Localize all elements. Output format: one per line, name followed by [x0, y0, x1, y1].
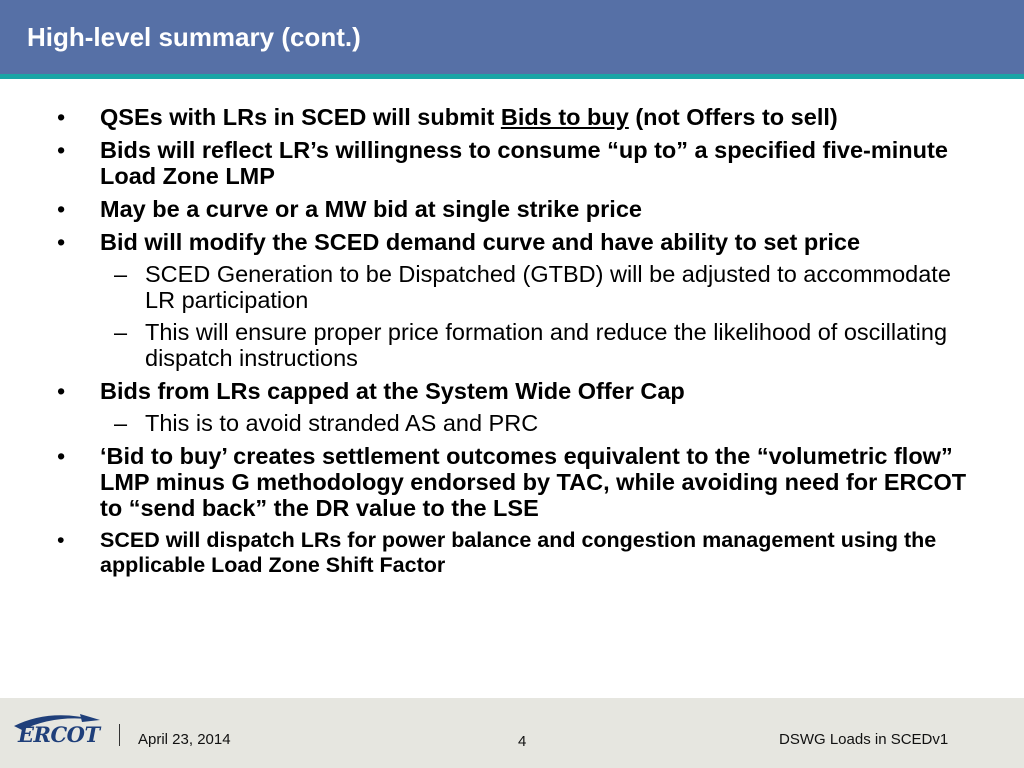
bullet-marker: • — [57, 137, 66, 163]
footer-date: April 23, 2014 — [138, 731, 231, 748]
bullet-item — [57, 443, 977, 521]
sub-bullet-marker: – — [114, 319, 128, 345]
bullet-item — [57, 229, 977, 255]
sub-bullet-marker: – — [114, 410, 128, 436]
sub-bullet-text: This will ensure proper price formation and reduce the likelihood of oscillating dispatch instructions — [145, 319, 948, 371]
bullet-item — [57, 528, 977, 578]
title-bar — [0, 0, 1024, 74]
bullet-marker: • — [57, 528, 65, 552]
bullet-item — [57, 196, 977, 222]
bullet-text: ‘Bid to buy’ creates settlement outcomes equivalent to the “volumetric flow” LMP minus G methodology endorsed by TAC, while avoiding need for ERCOT to “send back” the DR value to the LSE — [100, 443, 967, 521]
ercot-logo-text: ERCOT — [18, 722, 100, 747]
sub-bullet-text: SCED Generation to be Dispatched (GTBD) will be adjusted to accommodate LR participation — [145, 261, 951, 313]
sub-bullet-marker: – — [114, 261, 128, 287]
sub-bullet-item — [57, 261, 977, 313]
page-number: 4 — [518, 733, 527, 750]
bullet-marker: • — [57, 104, 66, 130]
bullet-marker: • — [57, 378, 66, 404]
sub-bullet-item — [57, 410, 977, 436]
bullet-marker: • — [57, 443, 66, 469]
footer-doc-name: DSWG Loads in SCEDv1 — [779, 731, 949, 748]
bullet-item — [57, 378, 977, 404]
slide-title: High-level summary (cont.) — [27, 22, 361, 52]
bullet-text: QSEs with LRs in SCED will submit — [100, 104, 501, 130]
bullet-text: Bids will reflect LR’s willingness to consume “up to” a specified five-minute Load Zone LMP — [100, 137, 948, 189]
bullet-text: Bids from LRs capped at the System Wide Offer Cap — [100, 378, 685, 404]
bullet-item — [57, 104, 977, 130]
sub-bullet-text: This is to avoid stranded AS and PRC — [145, 410, 539, 436]
bullet-text: (not Offers to sell) — [628, 104, 838, 130]
underlined-text: Bids to buy — [500, 104, 629, 130]
bullet-marker: • — [57, 229, 66, 255]
bullet-item — [57, 137, 977, 189]
bullet-text: May be a curve or a MW bid at single strike price — [100, 196, 642, 222]
bullet-text: Bid will modify the SCED demand curve and have ability to set price — [100, 229, 861, 255]
sub-bullet-item — [57, 319, 977, 371]
bullet-text: SCED will dispatch LRs for power balance and congestion management using the applicable Load Zone Shift Factor — [100, 528, 937, 577]
bullet-marker: • — [57, 196, 66, 222]
bullet-list — [57, 104, 977, 585]
footer-divider — [119, 724, 120, 746]
title-accent-line — [0, 74, 1024, 79]
